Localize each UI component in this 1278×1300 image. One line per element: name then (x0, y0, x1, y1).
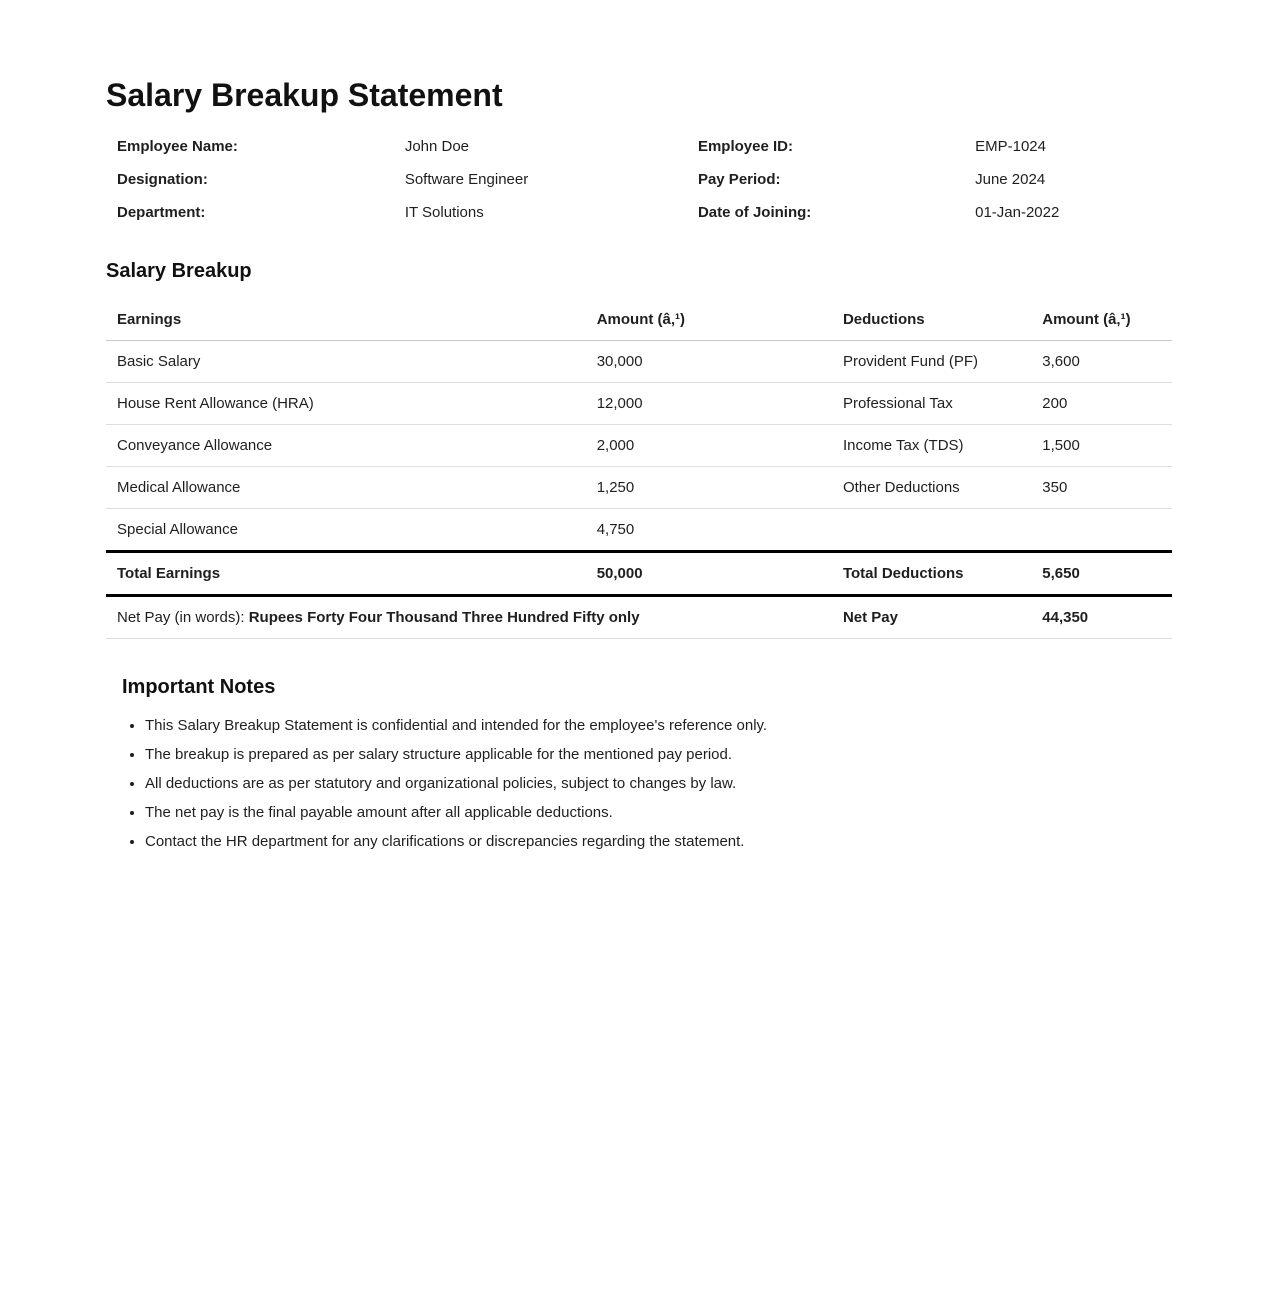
employee-name-label: Employee Name: (117, 138, 238, 155)
net-pay-words-label: Net Pay (in words): (117, 609, 245, 626)
page-title: Salary Breakup Statement (106, 77, 503, 113)
earning-label: House Rent Allowance (HRA) (106, 383, 586, 425)
department-label: Department: (117, 204, 206, 221)
earning-amount: 1,250 (586, 467, 832, 509)
table-row (106, 509, 1172, 552)
net-pay-row (106, 596, 1172, 639)
earning-label: Special Allowance (106, 509, 586, 552)
employee-id-label: Employee ID: (697, 138, 793, 155)
total-earnings-value: 50,000 (586, 552, 832, 596)
earning-label: Medical Allowance (106, 467, 586, 509)
total-deductions-value: 5,650 (1031, 552, 1172, 596)
earning-amount: 4,750 (586, 509, 832, 552)
deduction-amount (1031, 509, 1172, 552)
list-item: • Contact the HR department for any clarifications or discrepancies regarding the statement. (145, 832, 1172, 851)
deductions-amount-column-header: Amount (â‚¹) (1031, 299, 1172, 341)
table-row (106, 341, 1172, 383)
earnings-column-header: Earnings (106, 299, 586, 341)
deduction-amount: 350 (1031, 467, 1172, 509)
earning-amount: 30,000 (586, 341, 832, 383)
designation-label: Designation: (117, 171, 208, 188)
employee-info-row (106, 196, 1172, 229)
deduction-label: Income Tax (TDS) (832, 425, 1031, 467)
important-notes-section (106, 675, 1172, 851)
salary-table-header-row (106, 299, 1172, 341)
deduction-label: Professional Tax (832, 383, 1031, 425)
employee-name-value: John Doe (404, 138, 470, 155)
list-item: • All deductions are as per statutory and organizational policies, subject to changes by law. (145, 774, 1172, 793)
date-of-joining-label: Date of Joining: (697, 204, 812, 221)
employee-info-row (106, 130, 1172, 163)
notes-list (122, 716, 1172, 851)
totals-row (106, 552, 1172, 596)
earning-label: Conveyance Allowance (106, 425, 586, 467)
employee-id-value: EMP-1024 (975, 138, 1046, 155)
deduction-amount: 1,500 (1031, 425, 1172, 467)
designation-value: Software Engineer (404, 171, 529, 188)
deduction-amount: 200 (1031, 383, 1172, 425)
important-notes-heading: Important Notes (122, 676, 276, 698)
earning-label: Basic Salary (106, 341, 586, 383)
date-of-joining-value: 01-Jan-2022 (975, 204, 1060, 221)
list-item: • The breakup is prepared as per salary structure applicable for the mentioned pay period. (145, 745, 1172, 764)
table-row (106, 467, 1172, 509)
department-value: IT Solutions (404, 204, 484, 221)
net-pay-value: 44,350 (1031, 596, 1172, 639)
employee-info-table (106, 130, 1172, 229)
total-earnings-label: Total Earnings (106, 552, 586, 596)
total-deductions-label: Total Deductions (832, 552, 1031, 596)
list-item: • This Salary Breakup Statement is confidential and intended for the employee's reference only. (145, 716, 1172, 735)
table-row (106, 425, 1172, 467)
pay-period-label: Pay Period: (697, 171, 781, 188)
earning-amount: 12,000 (586, 383, 832, 425)
list-item: • The net pay is the final payable amount after all applicable deductions. (145, 803, 1172, 822)
earning-amount: 2,000 (586, 425, 832, 467)
deductions-column-header: Deductions (832, 299, 1031, 341)
net-pay-words-value: Rupees Forty Four Thousand Three Hundred Fifty only (248, 609, 640, 626)
salary-statement-page (106, 0, 1172, 851)
deduction-label (832, 509, 1031, 552)
salary-breakup-heading: Salary Breakup (106, 260, 252, 282)
employee-info-row (106, 163, 1172, 196)
net-pay-in-words (106, 596, 832, 639)
table-row (106, 383, 1172, 425)
net-pay-label: Net Pay (832, 596, 1031, 639)
deduction-amount: 3,600 (1031, 341, 1172, 383)
deduction-label: Other Deductions (832, 467, 1031, 509)
earnings-amount-column-header: Amount (â‚¹) (586, 299, 832, 341)
pay-period-value: June 2024 (975, 171, 1046, 188)
salary-breakup-table (106, 299, 1172, 639)
deduction-label: Provident Fund (PF) (832, 341, 1031, 383)
